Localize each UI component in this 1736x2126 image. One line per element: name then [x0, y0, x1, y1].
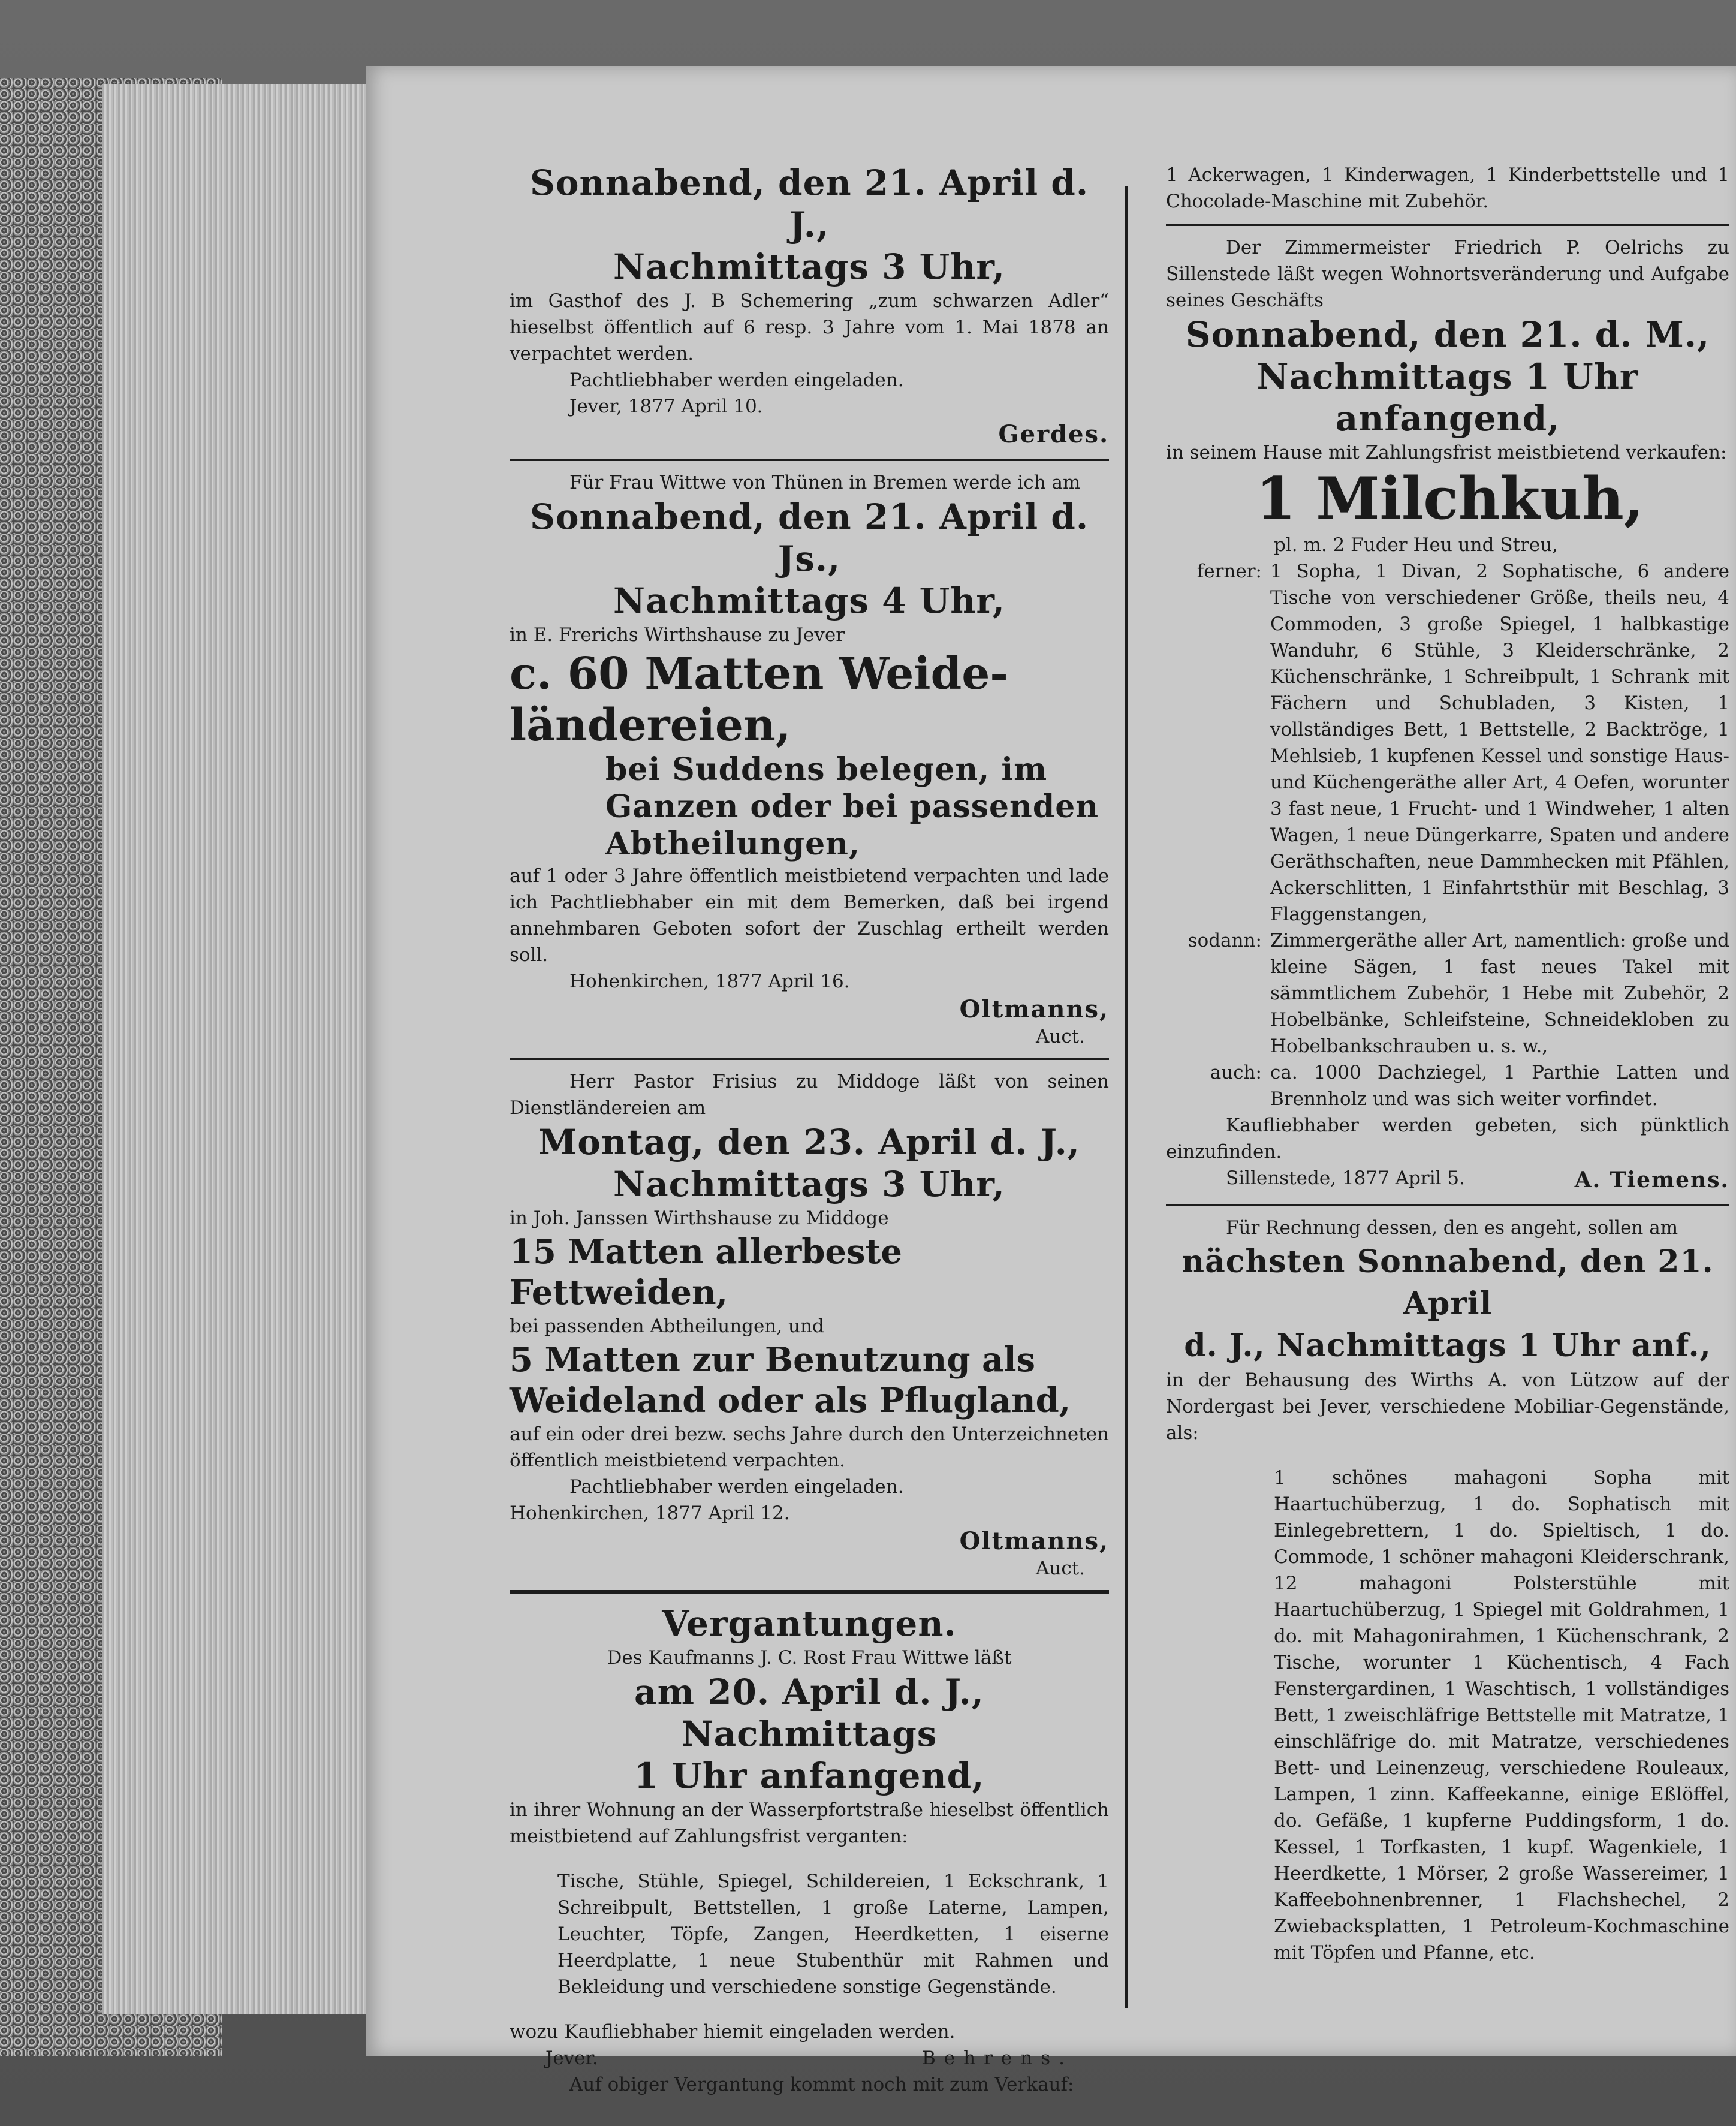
ad-thuenen-lease	[510, 469, 1109, 1049]
ad-separator	[510, 459, 1109, 461]
ad-place-date: Sillenstede, 1877 April 5.	[1226, 1167, 1465, 1189]
ad-invite: Pachtliebhaber werden eingeladen.	[569, 369, 904, 391]
ad-location: in ihrer Wohnung an der Wasserpfortstraße hieselbst öffentlich meistbietend auf Zahlungsfrist verganten:	[510, 1799, 1109, 1847]
ad-time: Nachmittags 3 Uhr,	[613, 1164, 1005, 1204]
ad-signature-title: Auct.	[1035, 1026, 1085, 1047]
ad-signature: Oltmanns,	[959, 995, 1109, 1023]
ad-frisius-lease	[510, 1068, 1109, 1580]
column-divider	[1125, 186, 1128, 2008]
ad-intro: Herr Pastor Frisius zu Middoge läßt von seinen Dienstländereien am	[510, 1071, 1109, 1119]
ferner-row	[1166, 558, 1729, 928]
ad-terms: in seinem Hause mit Zahlungsfrist meistbietend verkaufen:	[1166, 442, 1727, 463]
ad-signature: A. Tiemens.	[1574, 1167, 1729, 1193]
continued-text: 1 Ackerwagen, 1 Kinderwagen, 1 Kinderbettstelle und 1 Chocolade-Maschine mit Zubehör.	[1166, 164, 1729, 212]
ad-body: auf ein oder drei bezw. sechs Jahre durch den Unterzeichneten öffentlich meistbietend verpachten.	[510, 1423, 1109, 1471]
ad-luetzow-auction	[1166, 1215, 1729, 1966]
ad-time: d. J., Nachmittags 1 Uhr anf.,	[1184, 1327, 1711, 1364]
ferner-items: 1 Sopha, 1 Divan, 2 Sophatische, 6 andere Tische von verschiedener Größe, theils neu, 4 Commoden, 3 große Spiegel, 1 halbkastige Wanduhr, 6 Stühle, 3 Kleiderschränke, 2 Küchenschränke, 1 Schreibpult, 1 Schrank mit Fächern und Schubladen, 3 Kisten, 1 vollständiges Bett, 1 Bettstelle, 2 Backtröge, 1 Mehlsieb, 1 kupfenen Kessel und sonstige Haus- und Küchengeräthe aller Art, 4 Oefen, worunter 3 fast neue, 1 Frucht- und 1 Windweher, 1 alten Wagen, 1 neue Düngerkarre, Spaten und andere Geräthschaften, neue Dammhecken mit Pfählen, Ackerschlitten, 1 Einfahrtsthür mit Beschlag, 3 Flaggenstangen,	[1270, 561, 1729, 925]
ad-between: bei passenden Abtheilungen, und	[510, 1315, 824, 1337]
ad-time: Nachmittags 1 Uhr anfangend,	[1256, 356, 1639, 439]
ad-intro: Des Kaufmanns J. C. Rost Frau Wittwe läßt	[607, 1647, 1012, 1669]
section-separator	[510, 1590, 1109, 1594]
ad-title: Montag, den 23. April d. J.,	[538, 1122, 1080, 1163]
left-column	[510, 162, 1109, 2098]
ad-intro: Für Rechnung dessen, den es angeht, sollen am	[1226, 1217, 1678, 1239]
ad-separator	[1166, 1204, 1729, 1206]
ad-time: 1 Uhr anfangend,	[634, 1755, 985, 1796]
ad-signature: Behrens.	[922, 2047, 1073, 2069]
ad-headline: 1 Milchkuh,	[1256, 465, 1644, 532]
sodann-items: Zimmergeräthe aller Art, namentlich: große und kleine Sägen, 1 fast neues Takel mit sämmtlichem Zubehör, 1 Hebe mit Zubehör, 2 Hobelbänke, Schleifsteine, Schneidekloben zu Hobelbankschrauben u. s. w.,	[1270, 930, 1729, 1057]
sodann-row	[1166, 928, 1729, 1059]
ad-schemering-lease	[510, 162, 1109, 450]
ad-headline: 5 Matten zur Benutzung als Weideland oder als Pflugland,	[510, 1340, 1071, 1420]
ad-title: Sonnabend, den 21. April d. J.,	[529, 162, 1089, 245]
ad-place: Jever.	[545, 2047, 598, 2069]
ad-time: Nachmittags 3 Uhr,	[613, 246, 1005, 287]
ad-oelrichs-sale	[1166, 234, 1729, 1195]
ad-headline: 15 Matten allerbeste Fettweiden,	[510, 1232, 903, 1312]
place-signature-row	[1166, 1165, 1729, 1195]
page-stack	[102, 84, 385, 2014]
ad-extra: Auf obiger Vergantung kommt noch mit zum Verkauf:	[569, 2074, 1074, 2095]
right-column	[1166, 162, 1729, 1985]
auch-row	[1166, 1059, 1729, 1112]
ad-time: Nachmittags 4 Uhr,	[613, 580, 1005, 621]
ad-intro: Der Zimmermeister Friedrich P. Oelrichs zu Sillenstede läßt wegen Wohnortsveränderung und Aufgabe seines Geschäfts	[1166, 237, 1729, 311]
section-vergantungen	[510, 1603, 1109, 2098]
auch-label: auch:	[1210, 1062, 1262, 1083]
ad-subheadline: bei Suddens belegen, im Ganzen oder bei passenden Abtheilungen,	[605, 751, 1099, 862]
ferner-label: ferner:	[1196, 561, 1262, 582]
ad-location: in E. Frerichs Wirthshause zu Jever	[510, 624, 845, 646]
ad-items: 1 schönes mahagoni Sopha mit Haartuchüberzug, 1 do. Sophatisch mit Einlegebrettern, 1 do. Spieltisch, 1 do. Commode, 1 schöner mahagoni Kleiderschrank, 12 mahagoni Polsterstühle mit Haartuchüberzug, 1 Spiegel mit Goldrahmen, 1 do. mit Mahagonirahmen, 1 Küchenschrank, 2 Tische, worunter 1 Küchentisch, 4 Fach Fenstergardinen, 1 Waschtisch, 1 vollständiges Bett, 1 zweischläfrige Bettstelle mit Matratze, 1 einschläfrige do. mit Matratze, verschiedenes Bett- und Leinenzeug, verschiedene Rouleaux, Lampen, 1 zinn. Kaffeekanne, einige Eßlöffel, do. Gefäße, 1 kupferne Puddingsform, 1 do. Kessel, 1 Torfkasten, 1 kupf. Wagenkiele, 1 Heerdkette, 1 Mörser, 2 große Wassereimer, 1 Kaffeebohnenbrenner, 1 Flachshechel, 2 Zwiebacksplatten, 1 Petroleum-Kochmaschine mit Töpfen und Pfanne, etc.	[1274, 1467, 1729, 1964]
ad-place-date: Hohenkirchen, 1877 April 16.	[569, 971, 850, 992]
ad-invite: Kaufliebhaber werden gebeten, sich pünktlich einzufinden.	[1166, 1115, 1729, 1163]
ad-body: auf 1 oder 3 Jahre öffentlich meistbietend verpachten und lade ich Pachtliebhaber ein mit dem Bemerken, daß bei irgend annehmbaren Geboten sofort der Zuschlag ertheilt werden soll.	[510, 865, 1109, 966]
ad-signature-title: Auct.	[1035, 1558, 1085, 1579]
sodann-label: sodann:	[1188, 930, 1262, 951]
ad-separator	[1166, 224, 1729, 226]
ad-signature: Oltmanns,	[959, 1527, 1109, 1555]
ad-invite: wozu Kaufliebhaber hiemit eingeladen werden.	[510, 2021, 956, 2043]
ad-place-date: Jever, 1877 April 10.	[569, 396, 763, 417]
ad-headline: c. 60 Matten Weide-ländereien,	[510, 648, 1008, 751]
ad-place-date: Hohenkirchen, 1877 April 12.	[510, 1502, 790, 1524]
ad-body: in der Behausung des Wirths A. von Lützow auf der Nordergast bei Jever, verschiedene Mobiliar-Gegenstände, als:	[1166, 1369, 1729, 1444]
ad-after: pl. m. 2 Fuder Heu und Streu,	[1274, 534, 1558, 556]
ad-title: am 20. April d. J., Nachmittags	[634, 1672, 984, 1754]
ad-title: Sonnabend, den 21. April d. Js.,	[529, 496, 1089, 579]
ad-signature: Gerdes.	[998, 420, 1109, 448]
place-signature-row	[510, 2045, 1109, 2071]
ad-body: im Gasthof des J. B Schemering „zum schwarzen Adler“ hieselbst öffentlich auf 6 resp. 3 Jahre vom 1. Mai 1878 an verpachtet werden.	[510, 290, 1109, 365]
ad-intro: Für Frau Wittwe von Thünen in Bremen werde ich am	[569, 472, 1081, 493]
ad-separator	[510, 1058, 1109, 1060]
ad-invite: Pachtliebhaber werden eingeladen.	[569, 1476, 904, 1498]
ad-location: in Joh. Janssen Wirthshause zu Middoge	[510, 1207, 889, 1229]
ad-title: Sonnabend, den 21. d. M.,	[1185, 314, 1710, 355]
ad-items: Tische, Stühle, Spiegel, Schildereien, 1 Eckschrank, 1 Schreibpult, Bettstellen, 1 große Laterne, Lampen, Leuchter, Töpfe, Zangen, Heerdketten, 1 eiserne Heerdplatte, 1 neue Stubenthür mit Rahmen und Bekleidung und verschiedene sonstige Gegenstände.	[557, 1871, 1109, 1998]
auch-items: ca. 1000 Dachziegel, 1 Parthie Latten und Brennholz und was sich weiter vorfindet.	[1270, 1062, 1729, 1110]
ad-title: nächsten Sonnabend, den 21. April	[1182, 1243, 1714, 1322]
section-heading: Vergantungen.	[662, 1603, 957, 1644]
